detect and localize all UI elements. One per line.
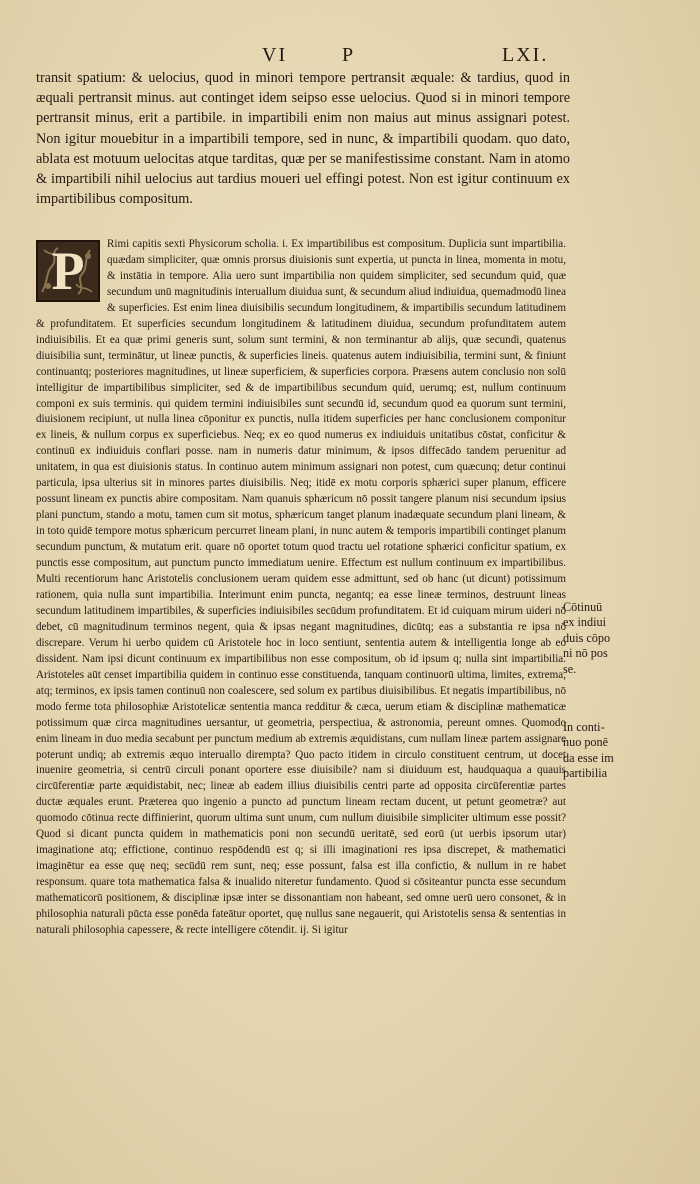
decorated-initial <box>36 240 100 302</box>
folio-number: LXI. <box>502 44 549 66</box>
margin-note <box>563 600 625 677</box>
running-head-left: VI <box>262 44 288 66</box>
margin-note <box>563 720 625 782</box>
margin-note-line: ni nō pos <box>563 646 608 661</box>
margin-note-line: In conti- <box>563 720 605 734</box>
margin-note-line: da esse im <box>563 750 614 765</box>
margin-note-line: Cōtinuū <box>563 600 603 614</box>
initial-letter: P <box>51 241 85 301</box>
margin-note-line: partibilia <box>563 766 607 781</box>
main-text-paragraph: transit spatium: & uelocius, quod in minori tempore pertransit æquale: & tardius, quod in æquali pertransit minus. aut continget idem seipso esse uelocius. Quod si in minori tempore pertransit minus, erit a partibile. in impartibili enim non maius aut minus assignari potest. Non igitur mouebitur in a impartibili tempore, sed in nunc, & impartibili quodam. quo dato, ablata est motuum uelocitas atque tarditas, quæ per se manifestissime constant. Nam in atomo & impartibili nihil uelocius aut tardius moueri uel effingi potest. Non est igitur continuum ex impartibilibus compositum. <box>36 70 570 208</box>
margin-note-line: nuo ponē <box>563 735 609 750</box>
margin-note-line: ex indiui <box>563 615 606 630</box>
scholia-text: Rimi capitis sexti Physicorum scholia. i. Ex impartibilibus est compositum. Duplicia sunt impartibilia. quædam simpliciter, quæ omnis prorsus diuisionis sunt expertia, ut puncta in linea, momenta in motu, & instātia in tempore. Alia uero sunt impartibilia non quidem simpliciter, sed secundum quid, quæ secundum unū magnitudinis interuallum diuidua sunt, & secundum aliud indiuidua, quemadmodū linea & superficies. Est enim linea diuisibilis secundum longitudinem, & impartibilis secundum latitudinem & profunditatem. Et superficies secundum longitudinem & latitudinem diuidua, secundum profunditatem autem indiuisibilis. Et ea quæ primi generis sunt, solum sunt termini, & non terminantur ab alijs, quæ secundi, quatenus diuisibilia sunt, terminātur, ut lineæ punctis, & superficies lineis. quatenus autem indiuisibilia, termini sunt, & finiunt continuantq; posteriores magnitudines, ut lineæ superficiem, & superficies corpora. Præsens autem conclusio non solū intelligitur de impartibilibus simpliciter, sed & de impartibilibus secundum quid, uerumq; est, nullum continuum componi ex suis terminis. qui quidem termini indiuisibiles sunt secundū id, secundum quod ea quorum sunt termini, diuisionem recipiunt, ut nulla linea cōponitur ex punctis, nulla itidem superficies per hanc conclusionem componitur ex lineis, & nullum corpus ex superficiebus. Neq; ex eo quod numerus ex indiuiduis unitatibus cōstat, conficitur & continuū ex indiuiduis conflari posse. nam in numeris datur minimum, & ipsos diffecādo tandem peruenitur ad unitatem, in qua est diuisionis status. In continuo autem minimum assignari non potest, cum quæcunq; detur continui particula, ipsa ulterius sit in minores partes diuisibilis. Neq; itidē ex motu corporis sphærici super planum, efficere possunt lineam ex punctis abire compositam. Nam quanuis sphæricum nō possit tangere planum nisi secundum ipsius plani punctum, stando a motu, tamen cum sit motus, sphæricum tanget planum inadæquate secundum plani lineam, & in toto quidē tempore motus sphæricum percurret lineam plani, in nunc autem & temporis impartibili continget planum secundum punctum, & mutatum erit. quare nō oportet totum quod tractu uel rotatione sphærici conficitur spatium, ex punctis esse compositum, aut punctum puncto immediatum uenire. Effectum est nullum continuum ex impartibilibus. Multi recentiorum hanc Aristotelis conclusionem ueram quidem esse admittunt, sed ob hanc (ut dicunt) potissimum rationem, quia nulla sunt impartibilia. Interimunt enim puncta, negantq; ea esse lineæ terminos, destruunt lineas secundum latitudinem impartibiles, & superficies indiuisibiles secūdum profunditatem. Et id cuiquam mirum uideri nō debet, cū magnitudinum terminos negent, quia & ipsas negant magnitudines, dicūtq; eas a substantia re ipsa nō discrepare. Verum hi uerbo quidem cū Aristotele hoc in loco sentiunt, sententia autem & intelligentia longe ab eo dissident. Nam ipsi dicunt continuum ex impartibilibus non esse compositum, ob id ipsum q; nulla sint impartibilia. Aristoteles aūt censet impartibilia quidem in continuo esse constituenda, tanquam continuorū ultima, limites, extrema, atq; terminos, ex ipsis tamen continuū non coalescere, sed solum ex partibus diuisibilibus. Et negatis impartibilibus, nō modo ferme tota philosophiæ Aristotelicæ sententia manca redditur & cæca, uerum etiam & disciplinæ mathematicæ potissimum quæ circa magnitudines uersantur, ut geometria, perspectiua, & astronomia, pereunt omnes. Quomodo enim lineam in duo media secabunt per punctum medium ab extremis æquidistans, cum nullam lineæ partem assignare poterunt undiq; ab extremis æquo interuallo dirempta? Quo pacto itidem in circulo constituent centrum, ut docet inuenire geometria, si centrū circuli ponant oportere esse diuisibile? nam si diuiduum est, haudquaqua a quauis circūferentiæ parte æquidistabit, nec; lineæ ab eadem illius diuisibilis centri parte ad opposita circūferentiæ partes ductæ æquales erunt. Præterea quo ingenio a puncto ad punctum lineam rectam ducent, ut petunt geometræ? aut quomodo cōtinua recte diffinierint, quorum ultima sunt unum, cum nullum diuisibile simpliciter ultimum esse possit? Quod si dicant puncta quidem in mathematicis poni non secundū ueritatē, sed eorū (ut uerbis ipsorum utar) imaginatione atq; effictione, continuo respōdendū est q; si illi imaginationi res ipsa discrepet, & mathematici imaginētur ea esse quę neq; secūdū rem sunt, neq; esse possunt, falsa est illa confictio, & nullum in re habet responsum. quare tota mathematica falsa & inualido niteretur fundamento. Quod si cōsiteantur puncta esse secundum mathematicorū positionem, & disciplinæ ipsæ inter se dissonantiam non habeant, sed omne uerū uero consonet, & in philosophia naturali pūcta esse ponēda fateātur oportet, quę nullus sane negauerit, qui Aristotelis sensa & sententias in naturali philosophia capessere, & recte intelligere cōtendit. ij. Si igitur <box>36 238 566 936</box>
margin-note-line: duis cōpo <box>563 630 611 645</box>
running-head-middle: P <box>342 44 356 66</box>
margin-note-line: se. <box>563 661 577 676</box>
scholia-paragraph <box>36 237 566 939</box>
